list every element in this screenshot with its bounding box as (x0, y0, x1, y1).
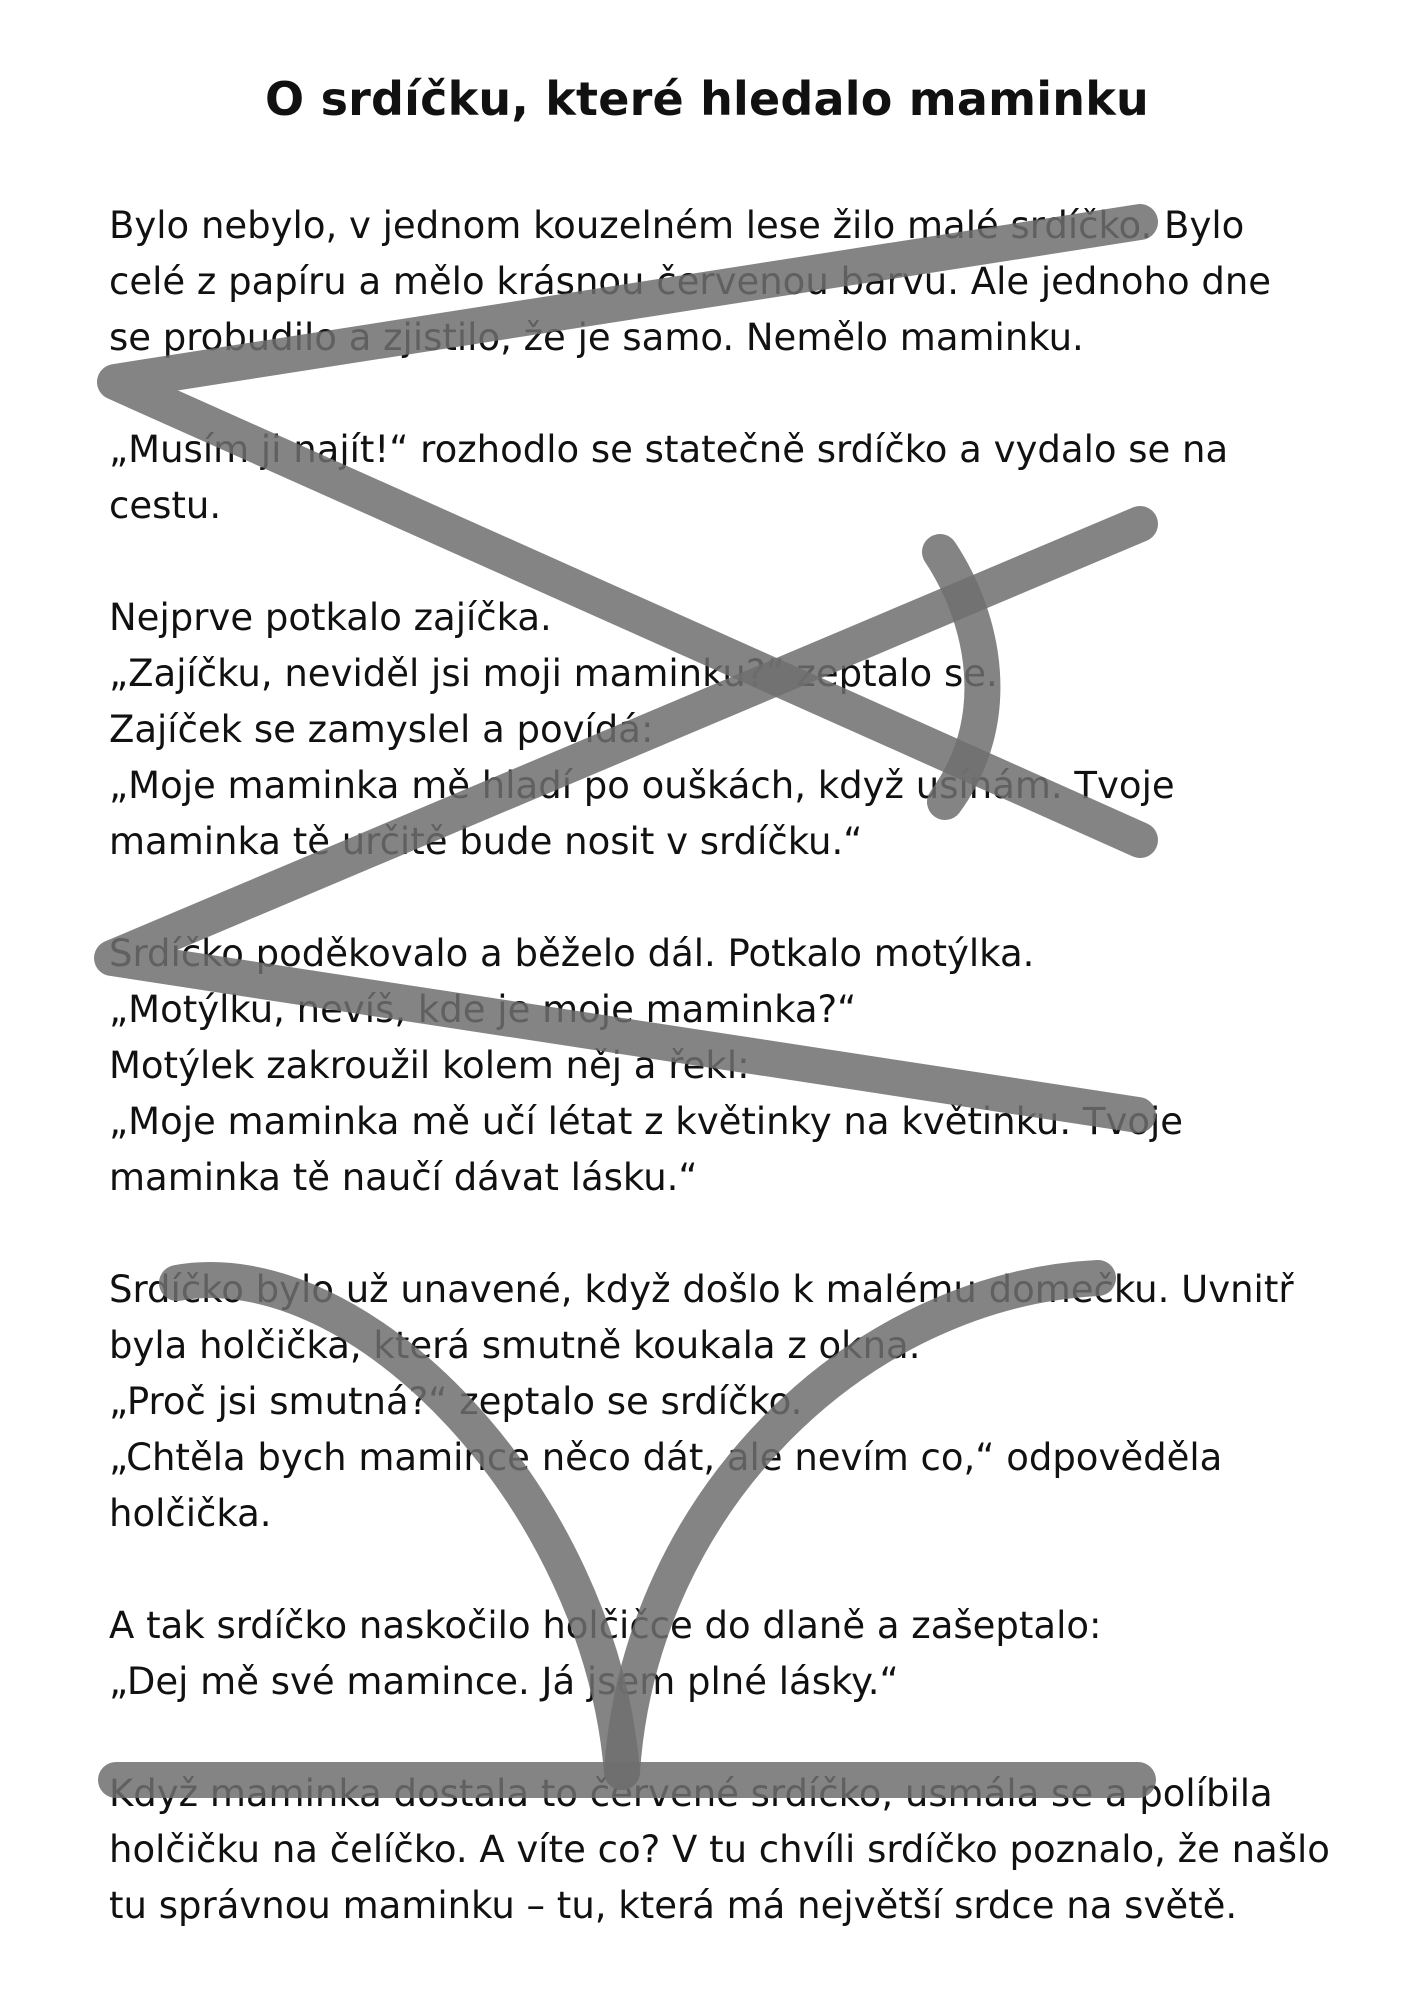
text-line: se probudilo a zjistilo, že je samo. Nemělo maminku. (109, 316, 1084, 359)
text-line: „Moje maminka mě učí létat z květinky na květinku. Tvoje (109, 1100, 1184, 1143)
text-line: maminka tě naučí dávat lásku.“ (109, 1156, 698, 1199)
paragraph-3 (109, 590, 1339, 870)
text-line: „Motýlku, nevíš, kde je moje maminka?“ (109, 988, 857, 1031)
text-line: byla holčička, která smutně koukala z okna. (109, 1324, 921, 1367)
text-line: tu správnou maminku – tu, která má největší srdce na světě. (109, 1884, 1238, 1927)
text-line: holčička. (109, 1492, 272, 1535)
text-line: holčičku na čelíčko. A víte co? V tu chvíli srdíčko poznalo, že našlo (109, 1828, 1330, 1871)
text-line: „Musím ji najít!“ rozhodlo se statečně srdíčko a vydalo se na (109, 428, 1229, 471)
text-line: Když maminka dostala to červené srdíčko, usmála se a políbila (109, 1772, 1273, 1815)
text-line: cestu. (109, 484, 222, 527)
text-line: „Zajíčku, neviděl jsi moji maminku?“ zeptalo se. (109, 652, 998, 695)
text-line: A tak srdíčko naskočilo holčičce do dlaně a zašeptalo: (109, 1604, 1102, 1647)
paragraph-2 (109, 422, 1339, 534)
text-line: „Dej mě své mamince. Já jsem plné lásky.“ (109, 1660, 899, 1703)
text-line: Motýlek zakroužil kolem něj a řekl: (109, 1044, 750, 1087)
text-line: Bylo nebylo, v jednom kouzelném lese žilo malé srdíčko. Bylo (109, 204, 1245, 247)
paragraph-4 (109, 926, 1339, 1206)
text-line: Srdíčko poděkovalo a běželo dál. Potkalo motýlka. (109, 932, 1035, 975)
text-line: „Moje maminka mě hladí po ouškách, když usínám. Tvoje (109, 764, 1175, 807)
story-text (109, 198, 1339, 1990)
text-line: Srdíčko bylo už unavené, když došlo k malému domečku. Uvnitř (109, 1268, 1294, 1311)
text-line: „Chtěla bych mamince něco dát, ale nevím co,“ odpověděla (109, 1436, 1223, 1479)
page-title: O srdíčku, které hledalo maminku (265, 72, 1149, 126)
text-line: Nejprve potkalo zajíčka. (109, 596, 552, 639)
paragraph-1 (109, 198, 1339, 366)
paragraph-5 (109, 1262, 1339, 1542)
text-line: maminka tě určitě bude nosit v srdíčku.“ (109, 820, 863, 863)
paragraph-6 (109, 1598, 1339, 1710)
paragraph-7 (109, 1766, 1339, 1934)
text-line: „Proč jsi smutná?“ zeptalo se srdíčko. (109, 1380, 803, 1423)
text-line: celé z papíru a mělo krásnou červenou barvu. Ale jednoho dne (109, 260, 1272, 303)
text-line: Zajíček se zamyslel a povídá: (109, 708, 654, 751)
